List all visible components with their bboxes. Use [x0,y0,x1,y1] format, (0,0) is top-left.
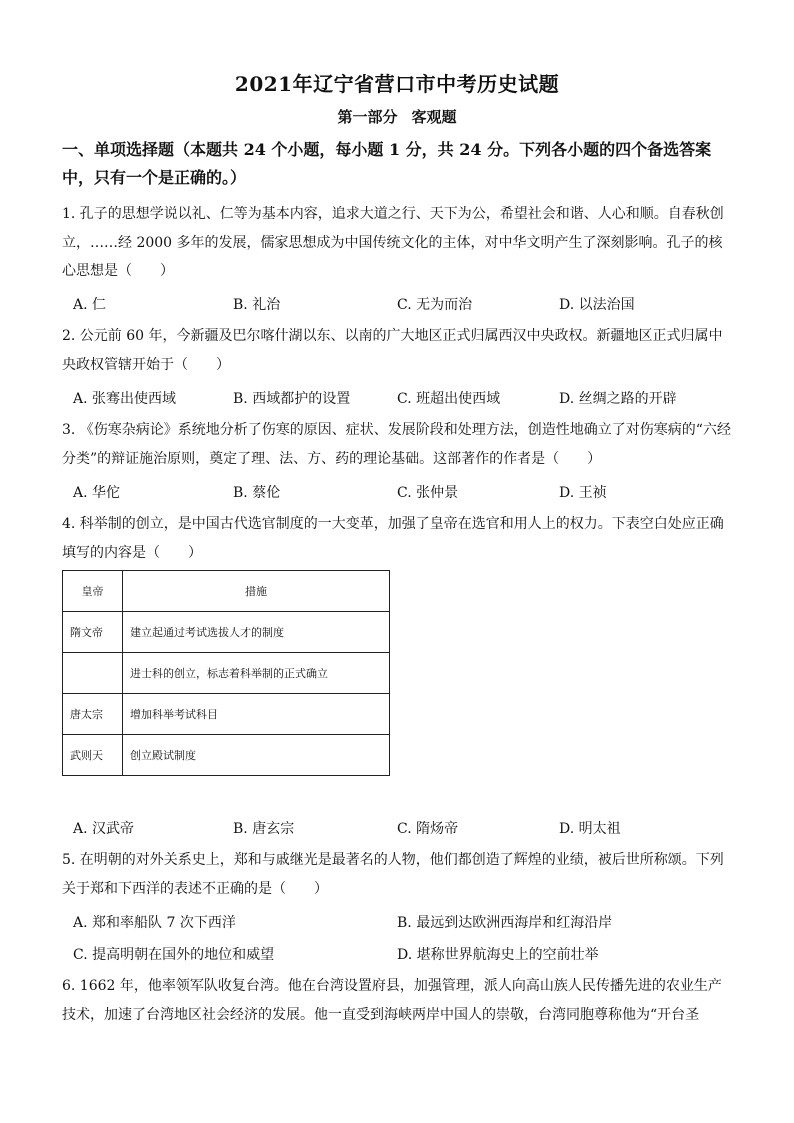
question-3-option-a[interactable]: A. 华佗 [73,485,121,501]
emperor-measures-table [62,570,390,776]
page-subtitle [0,106,794,127]
page-title: 2021年辽宁省营口市中考历史试题 [234,72,560,96]
question-5-stem: 5. 在明朝的对外关系史上，郑和与戚继光是最著名的人物，他们都创造了辉煌的业绩，被后世所称颂。下列关于郑和下西洋的表述不正确的是（ ） [62,852,724,897]
question-5-option-d[interactable]: D. 堪称世界航海史上的空前壮举 [397,947,599,963]
table-header-row [63,571,390,612]
question-5-option-b[interactable]: B. 最远到达欧洲西海岸和红海沿岸 [397,915,613,931]
table-row [63,694,390,735]
question-2-option-d[interactable]: D. 丝绸之路的开辟 [559,391,677,407]
question-2-option-c[interactable]: C. 班超出使西域 [397,391,501,407]
question-3-option-b[interactable]: B. 蔡伦 [233,485,281,501]
question-4-option-c[interactable]: C. 隋炀帝 [397,821,459,837]
table-cell-emperor: 唐太宗 [63,694,123,735]
table-cell-emperor: 武则天 [63,735,123,776]
table-header-emperor: 皇帝 [63,571,123,612]
question-5-option-a[interactable]: A. 郑和率船队 7 次下西洋 [73,915,236,931]
question-3-option-d[interactable]: D. 王祯 [559,485,607,501]
question-5-options-row-2 [73,944,733,968]
question-2-option-a[interactable]: A. 张骞出使西域 [73,391,177,407]
table-row [63,653,390,694]
question-3-option-c[interactable]: C. 张仲景 [397,485,459,501]
subtitle-type: 客观题 [411,108,457,126]
table-cell-measure: 创立殿试制度 [123,735,390,776]
question-4-option-b[interactable]: B. 唐玄宗 [233,821,295,837]
table-cell-emperor: 隋文帝 [63,612,123,653]
table-cell-emperor-blank [63,653,123,694]
question-2-stem: 2. 公元前 60 年，今新疆及巴尔喀什湖以东、以南的广大地区正式归属西汉中央政权。新疆地区正式归属中央政权管辖开始于（ ） [62,328,723,373]
question-1-options [73,294,733,318]
table-row [63,612,390,653]
question-4-option-d[interactable]: D. 明太祖 [559,821,621,837]
table-header-measure: 措施 [123,571,390,612]
question-3-stem: 3. 《伤寒杂病论》系统地分析了伤寒的原因、症状、发展阶段和处理方法，创造性地确立了对伤寒病的“六经分类”的辩证施治原则，奠定了理、法、方、药的理论基础。这部著作的作者是（ ） [62,422,731,467]
question-2-option-b[interactable]: B. 西域都护的设置 [233,391,351,407]
section-heading: 一、单项选择题（本题共 24 个小题，每小题 1 分，共 24 分。下列各小题的四个备选答案中，只有一个是正确的。） [62,140,712,187]
table-cell-measure: 建立起通过考试选拔人才的制度 [123,612,390,653]
question-4-options [73,818,733,842]
question-6-stem: 6. 1662 年，他率领军队收复台湾。他在台湾设置府县，加强管理，派人向高山族人民传播先进的农业生产技术，加速了台湾地区社会经济的发展。他一直受到海峡两岸中国人的崇敬，台湾同胞尊称他为“开台圣 [62,978,722,1023]
table-row [63,735,390,776]
question-5-options-row-1 [73,912,733,936]
subtitle-part: 第一部分 [337,108,398,126]
question-1-option-b[interactable]: B. 礼治 [233,297,281,313]
question-1-option-a[interactable]: A. 仁 [73,297,107,313]
table-cell-measure: 进士科的创立，标志着科举制的正式确立 [123,653,390,694]
question-1-stem: 1. 孔子的思想学说以礼、仁等为基本内容，追求大道之行、天下为公，希望社会和谐、人心和顺。自春秋创立，……经 2000 多年的发展，儒家思想成为中国传统文化的主体，对中华文明产生了深刻影响。孔子的核心思想是（ ） [62,206,724,279]
question-4-stem: 4. 科举制的创立，是中国古代选官制度的一大变革，加强了皇帝在选官和用人上的权力。下表空白处应正确填写的内容是（ ） [62,516,724,561]
question-3-options [73,482,733,506]
table-cell-measure: 增加科举考试科目 [123,694,390,735]
question-1-option-c[interactable]: C. 无为而治 [397,297,473,313]
question-4-option-a[interactable]: A. 汉武帝 [73,821,135,837]
question-5-option-c[interactable]: C. 提高明朝在国外的地位和威望 [73,947,275,963]
question-1-option-d[interactable]: D. 以法治国 [559,297,635,313]
question-2-options [73,388,733,412]
